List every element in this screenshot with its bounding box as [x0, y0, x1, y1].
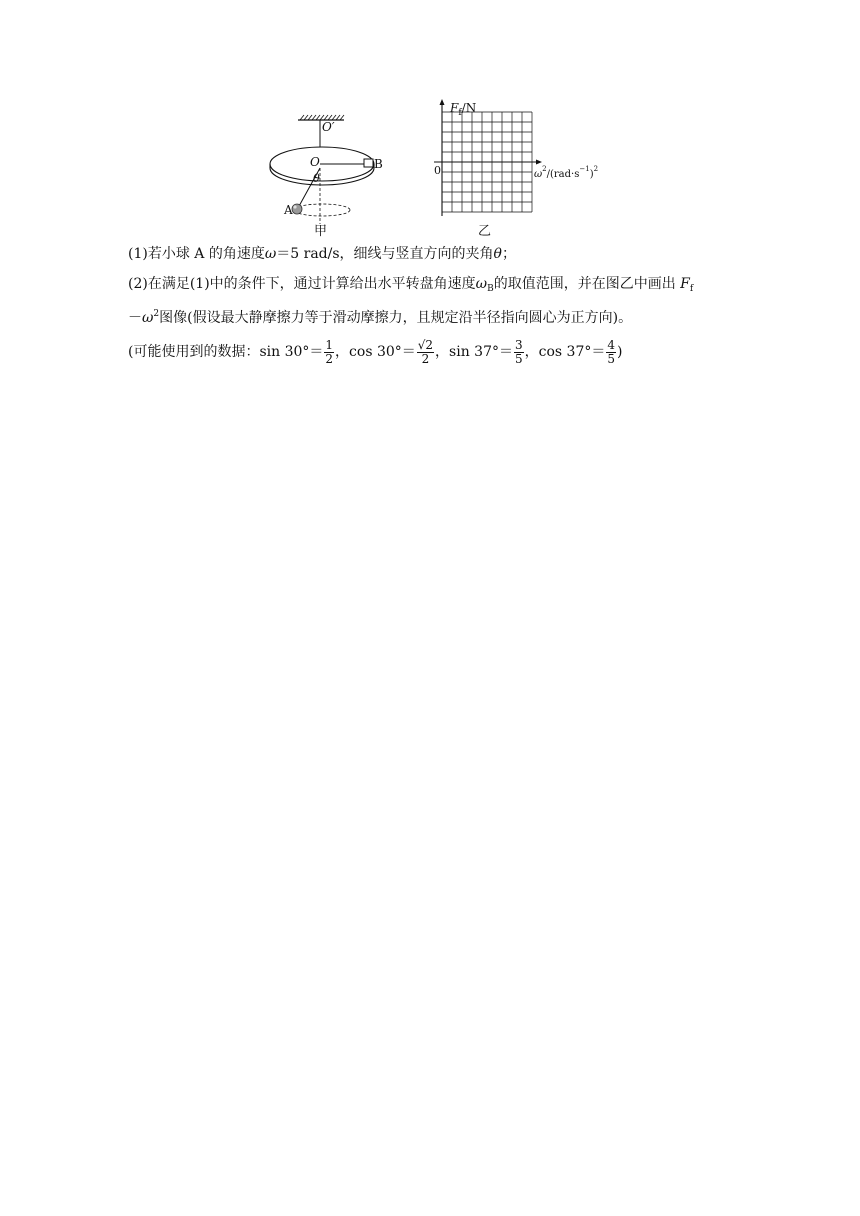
question-2-line-1: (2)在满足(1)中的条件下，通过计算给出水平转盘角速度$\omega_B$的取值范围，并在图乙中画出 $F_f$: [128, 276, 694, 294]
label-a: A: [284, 203, 293, 217]
fraction-2: $\frac{√2}{2}$: [417, 337, 434, 366]
caption-jia: 甲: [314, 224, 328, 239]
label-o-prime: O′: [322, 120, 335, 134]
caption-yi: 乙: [478, 224, 492, 239]
fraction-1: $\frac{1}{2}$: [325, 337, 334, 366]
question-2-line-2: $-\omega^2$图像(假设最大静摩擦力等于滑动摩擦力，且规定沿半径指向圆心为正方向)。: [128, 309, 633, 326]
x-axis-label: $\omega^2/(rad\cdot s^{-1})^2$: [534, 165, 599, 180]
question-1: (1)若小球 A 的角速度ω＝5 rad/s，细线与竖直方向的夹角θ；: [128, 246, 516, 262]
data-hint: (可能使用到的数据：sin 30°＝ $\frac{1}{2}$ ，cos 30°＝ $\frac{√2}{2}$ ，sin 37°＝ $\frac{3}{5}$ ，cos 37°＝ $\frac{4}{5}$ ): [128, 337, 623, 366]
label-theta: θ: [313, 172, 320, 185]
origin-label: 0: [434, 164, 441, 177]
label-o: O: [310, 155, 320, 169]
y-axis-label: $F_f/N$: [450, 101, 477, 118]
fraction-4: $\frac{4}{5}$: [607, 337, 615, 366]
fraction-3: $\frac{3}{5}$: [515, 337, 523, 366]
label-b: B: [374, 157, 383, 171]
figure-yi: [432, 98, 542, 218]
